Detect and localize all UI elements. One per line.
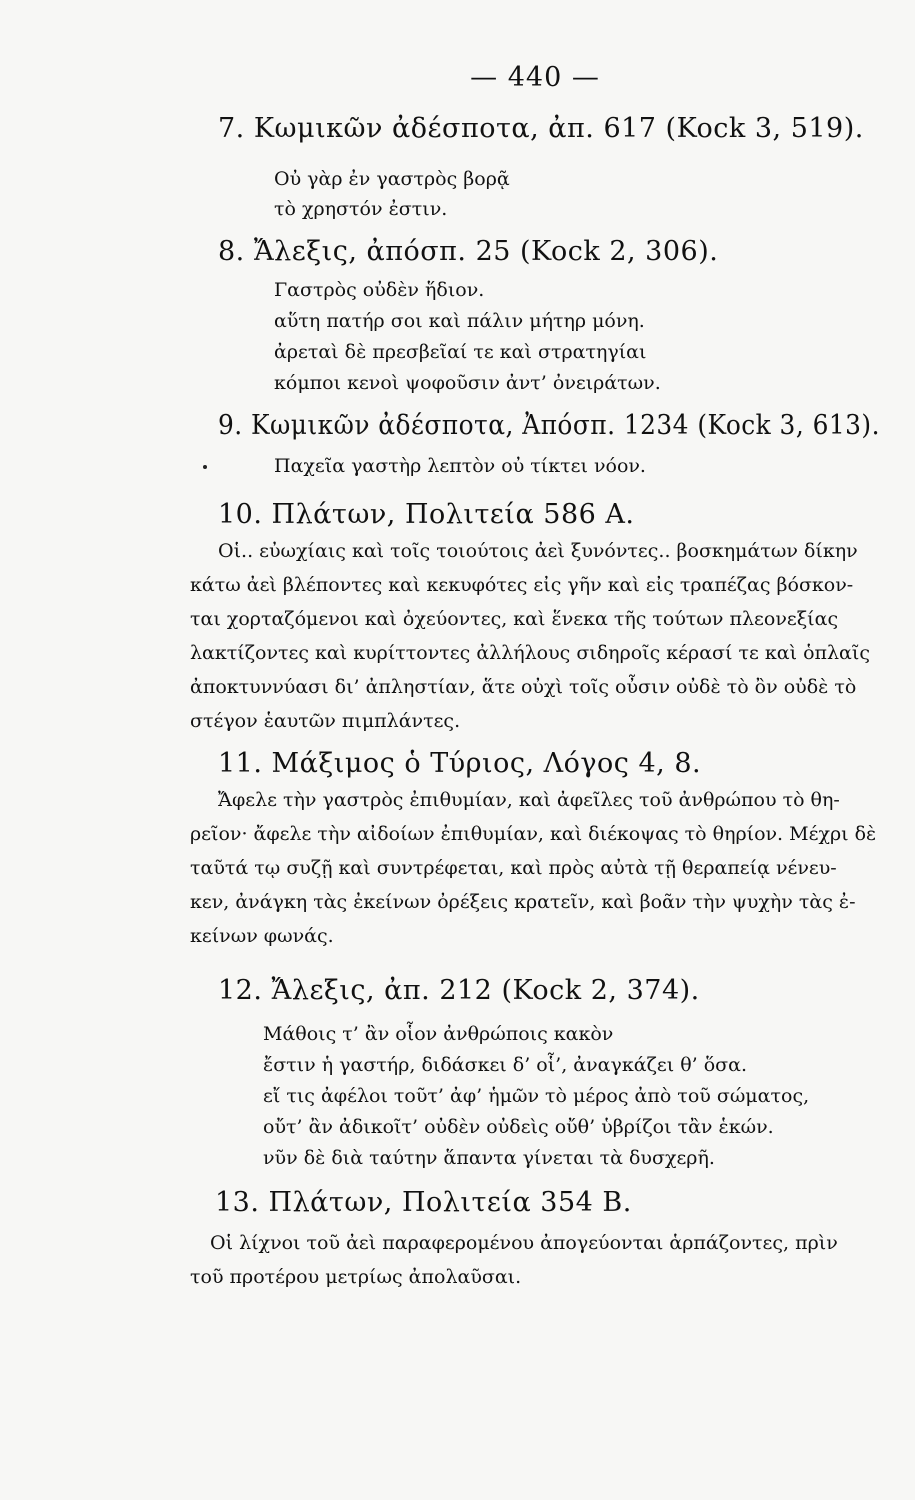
section-11-line-1: Ἄφελε τὴν γαστρὸς ἐπιθυμίαν, καὶ ἀφεῖλες τοῦ ἀνθρώπου τὸ θη-	[218, 789, 840, 811]
section-12-line-4: οὔτ’ ἂν ἀδικοῖτ’ οὐδὲν οὐδεὶς οὔθ’ ὑβρίζοι τἂν ἑκών.	[263, 1116, 774, 1138]
section-12-line-5: νῦν δὲ διὰ ταύτην ἅπαντα γίνεται τὰ δυσχερῆ.	[263, 1147, 715, 1169]
section-10-heading: 10. Πλάτων, Πολιτεία 586 A.	[218, 499, 635, 530]
section-8-line-4: κόμποι κενοὶ ψοφοῦσιν ἀντ’ ὀνειράτων.	[274, 372, 661, 394]
section-8-line-2: αὕτη πατήρ σοι καὶ πάλιν μήτηρ μόνη.	[274, 310, 645, 332]
page-number: — 440 —	[470, 62, 600, 93]
section-11-line-4: κεν, ἀνάγκη τὰς ἐκείνων ὀρέξεις κρατεῖν, καὶ βοᾶν τὴν ψυχὴν τὰς ἐ-	[190, 891, 856, 913]
section-12-line-2: ἔστιν ἡ γαστήρ, διδάσκει δ’ οἷ’, ἀναγκάζει θ’ ὅσα.	[263, 1054, 747, 1076]
stray-dot	[203, 465, 207, 469]
section-11-line-3: ταῦτά τῳ συζῇ καὶ συντρέφεται, καὶ πρὸς αὐτὰ τῇ θεραπείᾳ νένευ-	[190, 857, 837, 879]
section-10-line-6: στέγον ἑαυτῶν πιμπλάντες.	[190, 710, 461, 732]
section-9-heading: 9. Κωμικῶν ἀδέσποτα, Ἀπόσπ. 1234 (Kock 3, 613).	[218, 410, 880, 441]
section-9-line-1: Παχεῖα γαστὴρ λεπτὸν οὐ τίκτει νόον.	[274, 455, 646, 477]
section-11-line-2: ρεῖον· ἄφελε τὴν αἰδοίων ἐπιθυμίαν, καὶ διέκοψας τὸ θηρίον. Μέχρι δὲ	[190, 823, 877, 845]
section-8-heading: 8. Ἄλεξις, ἀπόσπ. 25 (Kock 2, 306).	[218, 236, 719, 267]
section-13-line-1: Οἱ λίχνοι τοῦ ἀεὶ παραφερομένου ἀπογεύονται ἁρπάζοντες, πρὶν	[210, 1232, 838, 1254]
section-10-line-4: λακτίζοντες καὶ κυρίττοντες ἀλλήλους σιδηροῖς κέρασί τε καὶ ὁπλαῖς	[190, 642, 870, 664]
section-13-heading: 13. Πλάτων, Πολιτεία 354 B.	[215, 1187, 632, 1218]
section-13-line-2: τοῦ προτέρου μετρίως ἀπολαῦσαι.	[190, 1266, 522, 1288]
section-10-line-2: κάτω ἀεὶ βλέποντες καὶ κεκυφότες εἰς γῆν καὶ εἰς τραπέζας βόσκον-	[190, 574, 854, 596]
section-12-heading: 12. Ἄλεξις, ἀπ. 212 (Kock 2, 374).	[218, 975, 700, 1006]
section-10-line-5: ἀποκτυννύασι δι’ ἀπληστίαν, ἅτε οὐχὶ τοῖς οὖσιν οὐδὲ τὸ ὂν οὐδὲ τὸ	[190, 676, 857, 698]
section-12-line-3: εἴ τις ἀφέλοι τοῦτ’ ἀφ’ ἡμῶν τὸ μέρος ἀπὸ τοῦ σώματος,	[263, 1085, 810, 1107]
section-7-line-2: τὸ χρηστόν ἐστιν.	[274, 198, 448, 220]
section-7-line-1: Οὐ γὰρ ἐν γαστρὸς βορᾷ	[274, 168, 510, 190]
section-10-line-3: ται χορταζόμενοι καὶ ὀχεύοντες, καὶ ἕνεκα τῆς τούτων πλεονεξίας	[190, 608, 839, 630]
section-8-line-1: Γαστρὸς οὐδὲν ἥδιον.	[274, 279, 485, 301]
section-11-line-5: κείνων φωνάς.	[190, 925, 334, 947]
section-10-line-1: Οἱ.. εὐωχίαις καὶ τοῖς τοιούτοις ἀεὶ ξυνόντες.. βοσκημάτων δίκην	[218, 540, 858, 562]
section-11-heading: 11. Μάξιμος ὁ Τύριος, Λόγος 4, 8.	[218, 748, 702, 779]
section-8-line-3: ἀρεταὶ δὲ πρεσβεῖαί τε καὶ στρατηγίαι	[274, 341, 647, 363]
section-7-heading: 7. Κωμικῶν ἀδέσποτα, ἀπ. 617 (Kock 3, 519).	[218, 113, 864, 144]
section-12-line-1: Μάθοις τ’ ἂν οἷον ἀνθρώποις κακὸν	[263, 1023, 614, 1045]
